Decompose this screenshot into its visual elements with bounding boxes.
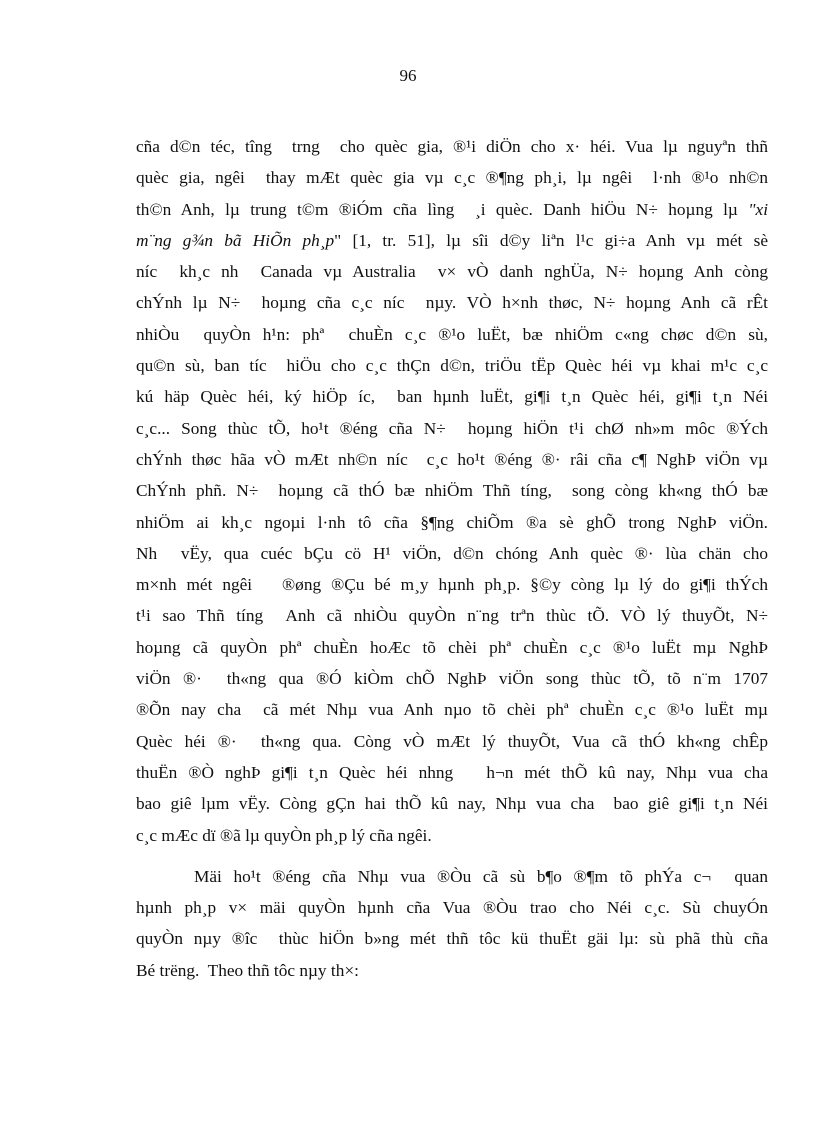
text-line: ®Õn nay cha cã mét Nhµ vua Anh nµo tõ chèi phª chuÈn c¸c ®¹o luËt mµ [136,700,768,720]
text-line: hoµng cã quyÒn phª chuÈn hoÆc tõ chèi phª chuÈn c¸c ®¹o luËt mµ NghÞ [136,637,768,657]
text-line: níc kh¸c nh Canada vµ Australia v× vÒ danh nghÜa, N÷ hoµng Anh còng [136,262,768,282]
text-line: nhiÖm ai kh¸c ngoµi l·nh tô cña §¶ng chiÕm ®a sè ghÕ trong NghÞ viÖn. [136,512,768,532]
text-line: cña d©n téc, tîng trng cho quèc gia, ®¹i diÖn cho x· héi. Vua lµ nguyªn thñ [136,137,768,156]
text-line: m×nh mét ngêi ®øng ®Çu bé m¸y hµnh ph¸p. §©y còng lµ lý do gi¶i thÝch [136,575,768,595]
body-text [136,131,768,986]
text-segment: [1, tr. 51], lµ sîi d©y liªn l¹c gi÷a Anh vµ mét sè [341,230,768,250]
text-line: quèc gia, ngêi thay mÆt quèc gia vµ c¸c ®¶ng ph¸i, lµ ngêi l·nh ®¹o nh©n [136,168,768,188]
quoted-title: "xi [748,199,768,219]
text-line: m¨ng g¾n bã HiÕn ph¸p" [1, tr. 51], lµ sîi d©y liªn l¹c gi÷a Anh vµ mét sè [136,230,768,250]
text-segment: th©n Anh, lµ trung t©m ®iÓm cña lìng ¸i quèc. Danh hiÖu N÷ hoµng lµ [136,199,749,219]
text-line: nhiÒu quyÒn h¹n: phª chuÈn c¸c ®¹o luËt, bæ nhiÖm c«ng chøc d©n sù, [136,324,768,344]
text-line: Mäi ho¹t ®éng cña Nhµ vua ®Òu cã sù b¶o ®¶m tõ phÝa c¬ quan [194,866,768,886]
paragraph-2 [136,861,768,986]
quoted-title: m¨ng g¾n bã HiÕn ph¸p [136,230,335,250]
text-line: t¹i sao Thñ tíng Anh cã nhiÒu quyÒn n¨ng trªn thùc tÕ. VÒ lý thuyÕt, N÷ [136,606,768,626]
text-line: quyÒn nµy ®îc thùc hiÖn b»ng mét thñ tôc kü thuËt gäi lµ: sù phã thù cña [136,929,768,949]
text-line: c¸c... Song thùc tÕ, ho¹t ®éng cña N÷ hoµng hiÖn t¹i chØ nh»m môc ®Ých [136,418,768,438]
text-line: viÖn ®· th«ng qua ®Ó kiÒm chÕ NghÞ viÖn song thùc tÕ, tõ n¨m 1707 [136,669,768,689]
text-line: kú häp Quèc héi, ký hiÖp íc, ban hµnh luËt, gi¶i t¸n Quèc héi, gi¶i t¸n Néi [136,387,768,407]
text-line [136,194,768,225]
text-line: ChÝnh phñ. N÷ hoµng cã thÓ bæ nhiÖm Thñ tíng, song còng kh«ng thÓ bæ [136,481,768,501]
text-line: thuËn ®Ò nghÞ gi¶i t¸n Quèc héi nhng h¬n mét thÕ kû nay, Nhµ vua cha [136,762,768,782]
text-line: c¸c mÆc dï ®ã lµ quyÒn ph¸p lý cña ngêi. [136,825,432,845]
text-line: qu©n sù, ban tíc hiÖu cho c¸c thÇn d©n, triÖu tËp Quèc héi vµ khai m¹c c¸c [136,356,768,376]
text-line: chÝnh thøc hãa vÒ mÆt nh©n níc c¸c ho¹t ®éng ®· râi cña c¶ NghÞ viÖn vµ [136,449,768,469]
text-line: chÝnh lµ N÷ hoµng cña c¸c níc nµy. VÒ h×nh thøc, N÷ hoµng Anh cã rÊt [136,293,768,313]
paragraph-1 [136,131,768,851]
text-line: Nh vËy, qua cuéc bÇu cö H¹ viÖn, d©n chóng Anh quèc ®· lùa chän cho [136,543,768,563]
text-line: Quèc héi ®· th«ng qua. Còng vÒ mÆt lý thuyÕt, Vua cã thÓ kh«ng chÊp [136,731,768,751]
text-line: Bé trëng. Theo thñ tôc nµy th×: [136,960,359,980]
text-line: hµnh ph¸p v× mäi quyÒn hµnh cña Vua ®Òu trao cho Néi c¸c. Sù chuyÓn [136,898,768,918]
text-line: bao giê lµm vËy. Còng gÇn hai thÕ kû nay, Nhµ vua cha bao giê gi¶i t¸n Néi [136,794,768,814]
page-number: 96 [399,66,417,85]
